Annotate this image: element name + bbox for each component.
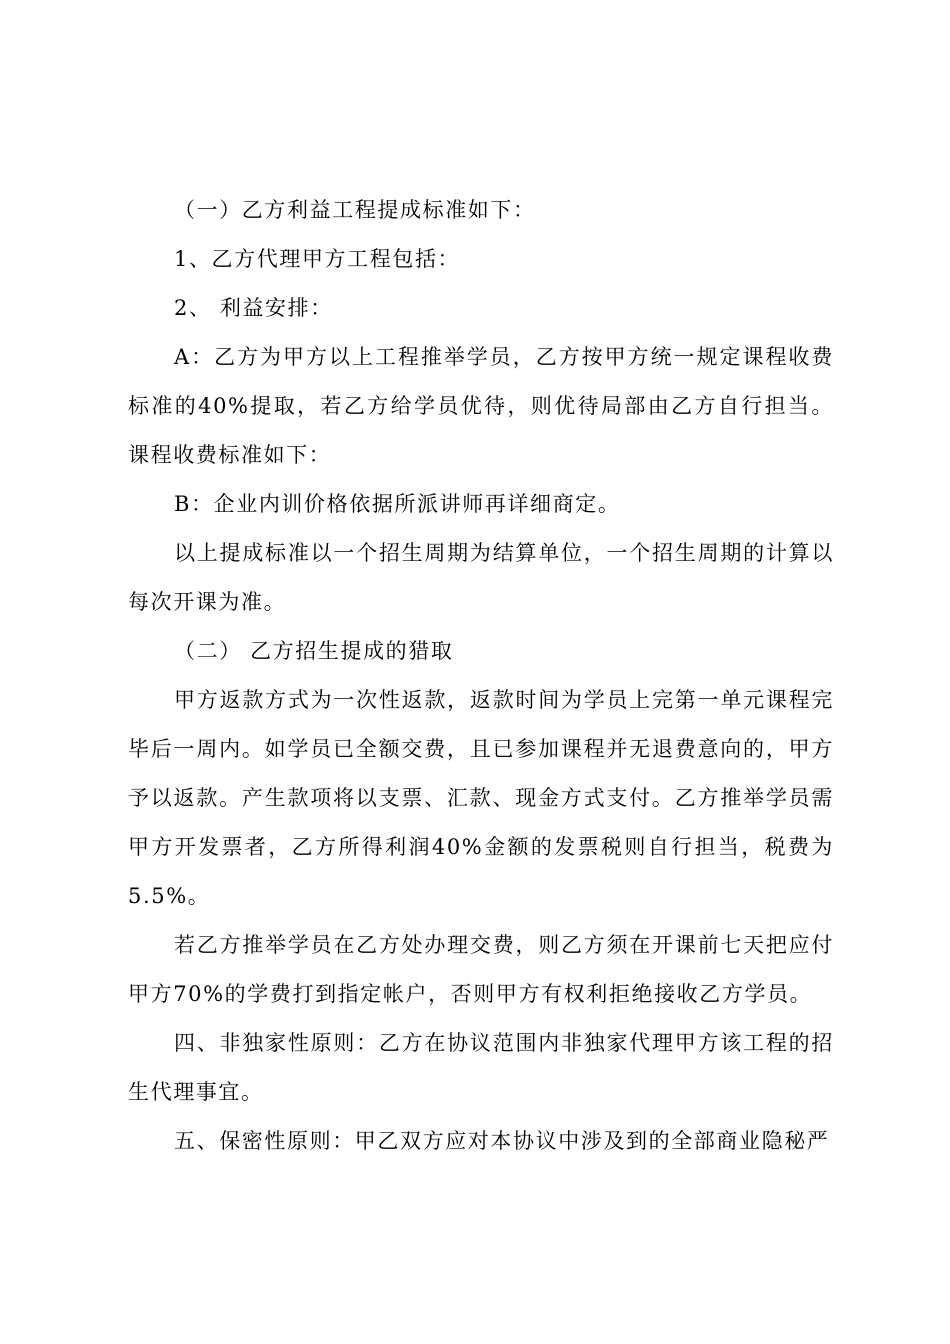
paragraph-section-2-heading: （二） 乙方招生提成的猎取: [174, 639, 454, 663]
paragraph-clause-b: B：企业内训价格依据所派讲师再详细商定。: [174, 492, 621, 516]
paragraph-payment-terms: 若乙方推举学员在乙方处办理交费，则乙方须在开课前七天把应付甲方70%的学费打到指定帐户，否则甲方有权利拒绝接收乙方学员。: [128, 933, 834, 1006]
paragraph-confidentiality: 五、保密性原则：甲乙双方应对本协议中涉及到的全部商业隐秘严: [174, 1129, 830, 1153]
paragraph-item-2: 2、 利益安排：: [174, 296, 333, 320]
paragraph-settlement-note: 以上提成标准以一个招生周期为结算单位，一个招生周期的计算以每次开课为准。: [128, 541, 834, 614]
paragraph-refund-terms: 甲方返款方式为一次性返款，返款时间为学员上完第一单元课程完毕后一周内。如学员已全额交费，且已参加课程并无退费意向的，甲方予以返款。产生款项将以支票、汇款、现金方式支付。乙方推举学员需甲方开发票者，乙方所得利润40%金额的发票税则自行担当，税费为5.5%。: [128, 688, 834, 908]
paragraph-item-1: 1、乙方代理甲方工程包括：: [174, 247, 461, 271]
paragraph-non-exclusive: 四、非独家性原则：乙方在协议范围内非独家代理甲方该工程的招生代理事宜。: [128, 1031, 834, 1104]
document-body: [128, 186, 834, 1166]
paragraph-section-1-heading: （一）乙方利益工程提成标准如下：: [174, 198, 536, 222]
paragraph-clause-a: A：乙方为甲方以上工程推举学员，乙方按甲方统一规定课程收费标准的40%提取，若乙方给学员优待，则优待局部由乙方自行担当。课程收费标准如下：: [128, 345, 834, 467]
